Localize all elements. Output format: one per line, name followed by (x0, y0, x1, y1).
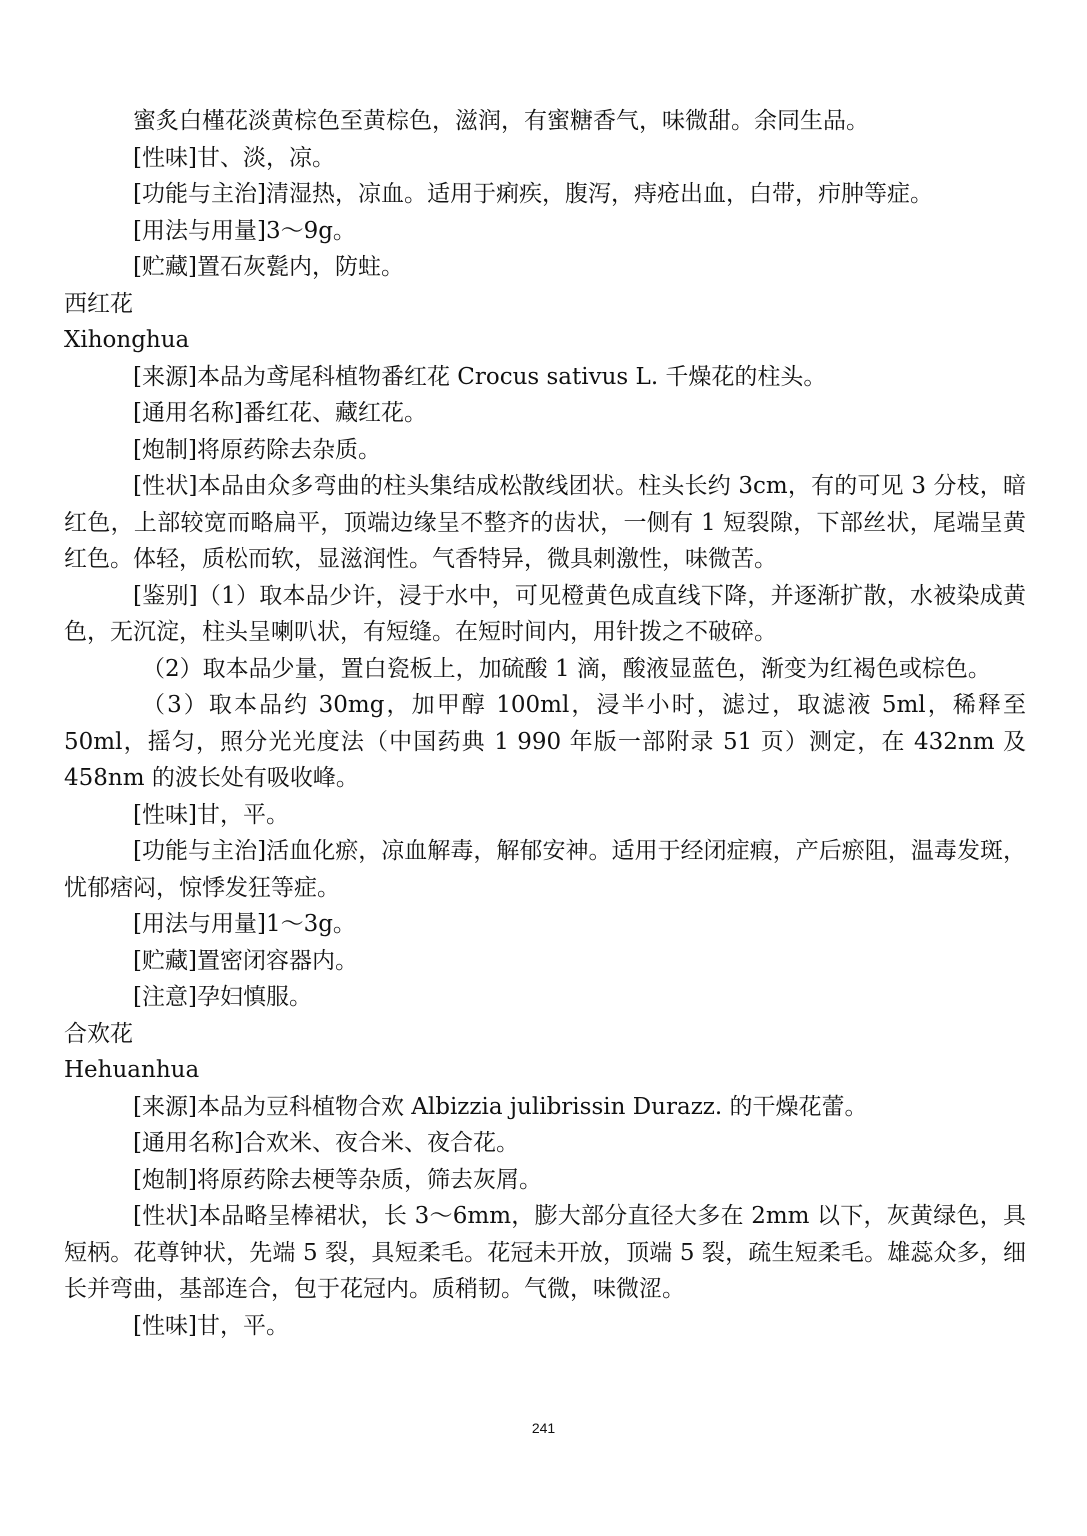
entry-title-xihonghua: 西红花 (64, 290, 133, 317)
entry-title-hehuanhua: 合欢花 (64, 1020, 133, 1047)
entry-pinyin-xihonghua: Xihonghua (64, 327, 190, 353)
paragraph-storage: [贮藏]置密闭容器内。 (133, 947, 358, 974)
page-number: 241 (531, 1420, 556, 1436)
paragraph-property-taste: [性味]甘，平。 (133, 1312, 289, 1339)
paragraph-characteristics: [性状]本品由众多弯曲的柱头集结成松散线团状。柱头长约 3cm，有的可见 3 分枝，暗红色，上部较宽而略扁平，顶端边缘呈不整齐的齿状，一侧有 1 短裂隙，下部丝状，尾端呈黄红色。体轻，质松而软，显滋润性。气香特异，微具刺激性，味微苦。 (64, 473, 1026, 572)
paragraph-identification-2: （2）取本品少量，置白瓷板上，加硫酸 1 滴，酸液显蓝色，渐变为红褐色或棕色。 (142, 655, 991, 682)
paragraph-honey-processed-description: 蜜炙白槿花淡黄棕色至黄棕色，滋润，有蜜糖香气，味微甜。余同生品。 (133, 108, 869, 134)
paragraph-usage-dosage: [用法与用量]1～3g。 (133, 911, 356, 937)
document-body (64, 103, 1026, 1344)
paragraph-common-names: [通用名称]番红花、藏红花。 (133, 400, 427, 426)
paragraph-property-taste: [性味]甘、淡，凉。 (133, 144, 335, 171)
paragraph-processing: [炮制]将原药除去杂质。 (133, 436, 381, 463)
entry-pinyin-hehuanhua: Hehuanhua (64, 1057, 200, 1083)
paragraph-usage-dosage: [用法与用量]3～9g。 (133, 217, 356, 244)
paragraph-property-taste: [性味]甘，平。 (133, 801, 289, 828)
paragraph-storage: [贮藏]置石灰甏内，防蛀。 (133, 254, 404, 280)
paragraph-function-indication: [功能与主治]活血化瘀，凉血解毒，解郁安神。适用于经闭症瘕，产后瘀阻，温毒发斑，忧郁痞闷，惊悸发狂等症。 (64, 838, 1026, 901)
paragraph-processing: [炮制]将原药除去梗等杂质，筛去灰屑。 (133, 1166, 542, 1193)
paragraph-identification-3: （3）取本品约 30mg，加甲醇 100ml，浸半小时，滤过，取滤液 5ml，稀释至 50ml，摇匀，照分光光度法（中国药典 1 990 年版一部附录 51 页）测定，在 432nm 及 458nm 的波长处有吸收峰。 (64, 692, 1026, 791)
paragraph-function-indication: [功能与主治]清湿热，凉血。适用于痢疾，腹泻，痔疮出血，白带，疖肿等症。 (133, 181, 933, 207)
paragraph-identification-1: [鉴别]（1）取本品少许，浸于水中，可见橙黄色成直线下降，并逐渐扩散，水被染成黄色，无沉淀，柱头呈喇叭状，有短缝。在短时间内，用针拨之不破碎。 (64, 582, 1026, 645)
paragraph-caution: [注意]孕妇慎服。 (133, 984, 312, 1010)
paragraph-characteristics: [性状]本品略呈棒裙状，长 3～6mm，膨大部分直径大多在 2mm 以下，灰黄绿色，具短柄。花尊钟状，先端 5 裂，具短柔毛。花冠未开放，顶端 5 裂，疏生短柔毛。雄蕊众多，细长并弯曲，基部连合，包于花冠内。质稍韧。气微，味微涩。 (64, 1203, 1026, 1302)
paragraph-common-names: [通用名称]合欢米、夜合米、夜合花。 (133, 1130, 519, 1156)
paragraph-source: [来源]本品为鸢尾科植物番红花 Crocus sativus L. 千燥花的柱头。 (133, 363, 827, 390)
paragraph-source: [来源]本品为豆科植物合欢 Albizzia julibrissin Durazz. 的干燥花蕾。 (133, 1093, 868, 1120)
